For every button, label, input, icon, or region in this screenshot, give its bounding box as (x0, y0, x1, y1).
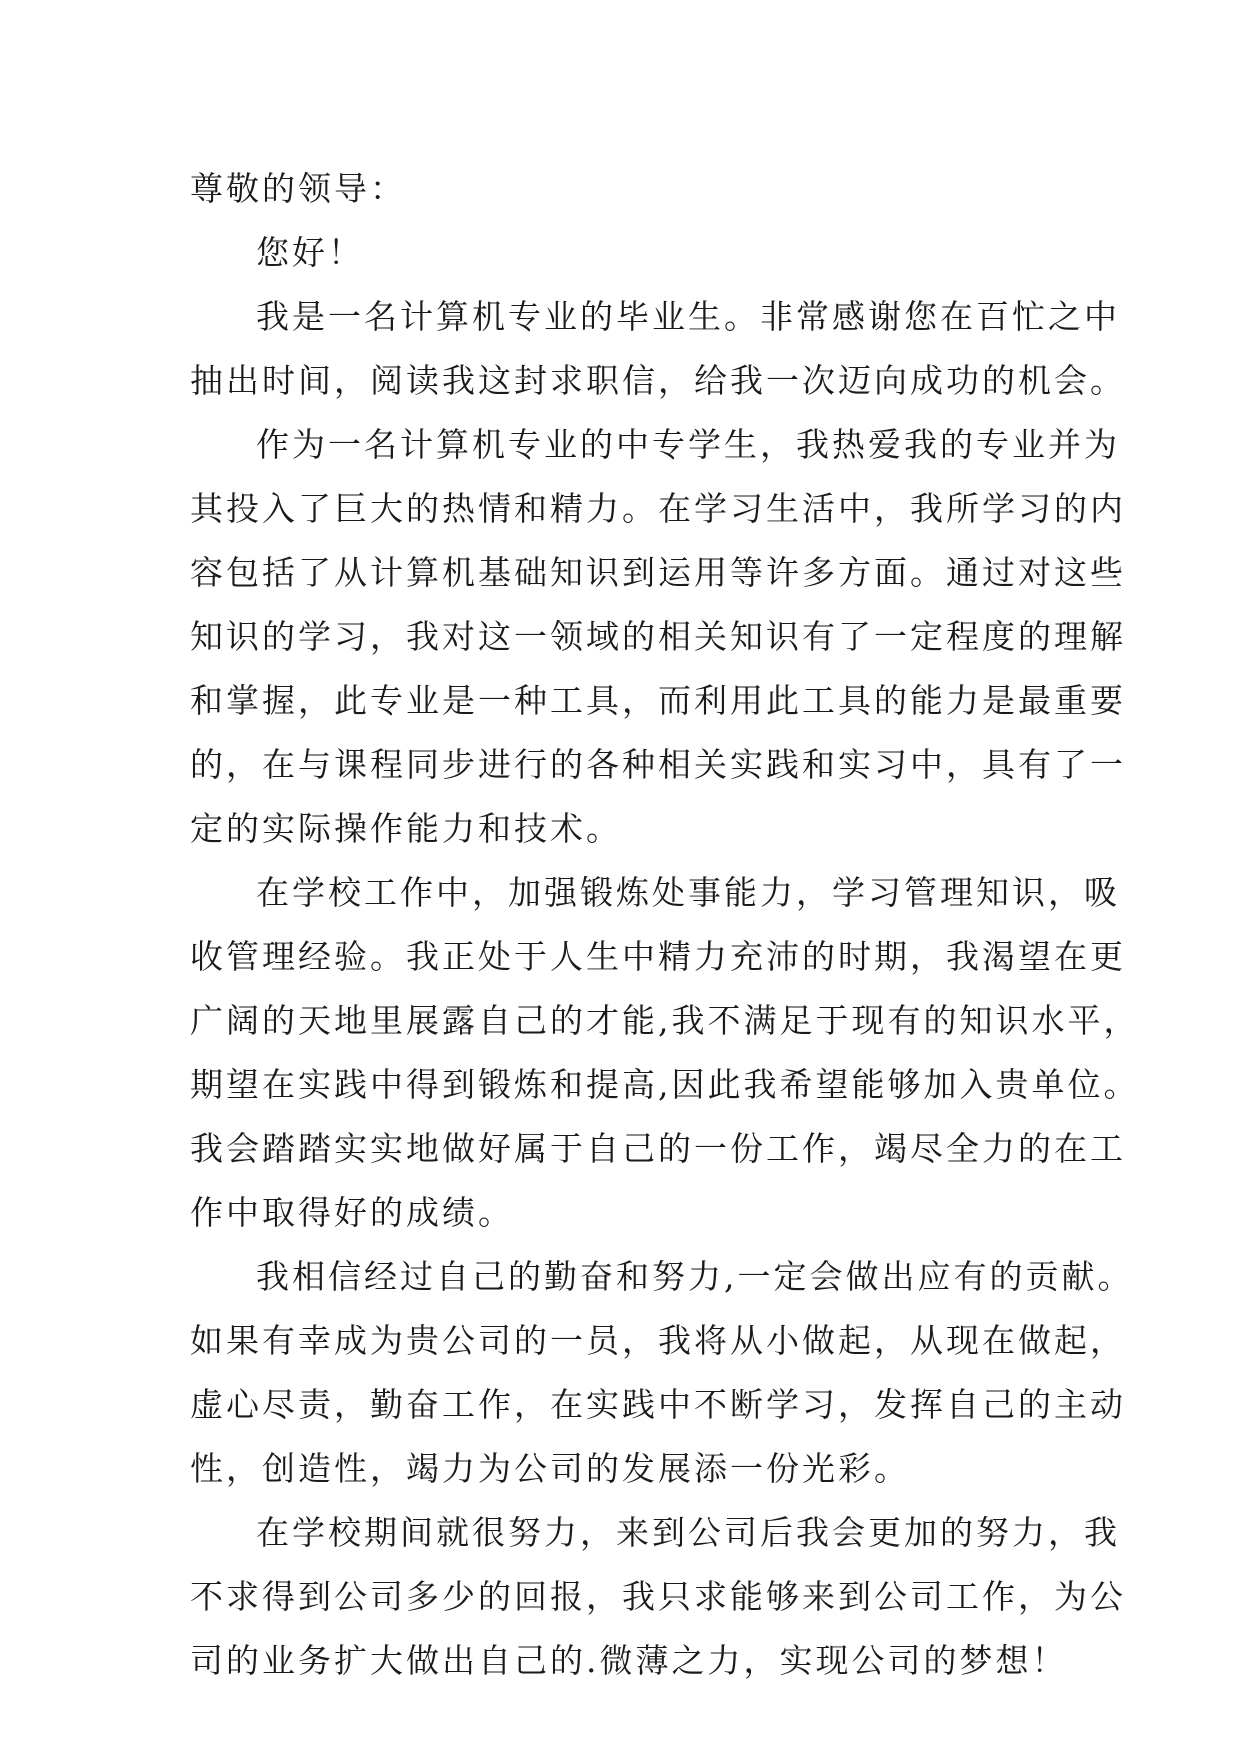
paragraph-intro-line: 抽出时间，阅读我这封求职信，给我一次迈向成功的机会。 (190, 361, 1126, 400)
salutation: 尊敬的领导： (190, 169, 406, 208)
paragraph-work-line: 广阔的天地里展露自己的才能,我不满足于现有的知识水平， (190, 1001, 1140, 1040)
paragraph-contribution-line: 如果有幸成为贵公司的一员，我将从小做起，从现在做起， (190, 1321, 1126, 1360)
paragraph-work-line: 收管理经验。我正处于人生中精力充沛的时期，我渴望在更 (190, 937, 1126, 976)
cover-letter-body (190, 157, 1140, 1693)
paragraph-work-line: 我会踏踏实实地做好属于自己的一份工作，竭尽全力的在工 (190, 1129, 1126, 1168)
paragraph-work-line: 在学校工作中，加强锻炼处事能力，学习管理知识，吸 (256, 873, 1120, 912)
paragraph-study-line: 知识的学习，我对这一领域的相关知识有了一定程度的理解 (190, 617, 1126, 656)
paragraph-work-line: 期望在实践中得到锻炼和提高,因此我希望能够加入贵单位。 (190, 1065, 1140, 1104)
paragraph-study-line: 容包括了从计算机基础知识到运用等许多方面。通过对这些 (190, 553, 1126, 592)
greeting: 您好！ (256, 233, 364, 272)
paragraph-study-line: 作为一名计算机专业的中专学生，我热爱我的专业并为 (256, 425, 1120, 464)
paragraph-study-line: 的，在与课程同步进行的各种相关实践和实习中，具有了一 (190, 745, 1126, 784)
paragraph-contribution-line: 性，创造性，竭力为公司的发展添一份光彩。 (190, 1449, 910, 1488)
paragraph-work-line: 作中取得好的成绩。 (190, 1193, 514, 1232)
paragraph-closing-line: 在学校期间就很努力，来到公司后我会更加的努力，我 (256, 1513, 1120, 1552)
paragraph-closing-line: 司的业务扩大做出自己的.微薄之力，实现公司的梦想！ (190, 1641, 1068, 1680)
paragraph-closing-line: 不求得到公司多少的回报，我只求能够来到公司工作，为公 (190, 1577, 1126, 1616)
paragraph-study-line: 和掌握，此专业是一种工具，而利用此工具的能力是最重要 (190, 681, 1126, 720)
paragraph-contribution-line: 虚心尽责，勤奋工作，在实践中不断学习，发挥自己的主动 (190, 1385, 1126, 1424)
paragraph-intro-line: 我是一名计算机专业的毕业生。非常感谢您在百忙之中 (256, 297, 1120, 336)
paragraph-contribution-line: 我相信经过自己的勤奋和努力,一定会做出应有的贡献。 (256, 1257, 1134, 1296)
paragraph-study-line: 其投入了巨大的热情和精力。在学习生活中，我所学习的内 (190, 489, 1126, 528)
paragraph-study-line: 定的实际操作能力和技术。 (190, 809, 622, 848)
